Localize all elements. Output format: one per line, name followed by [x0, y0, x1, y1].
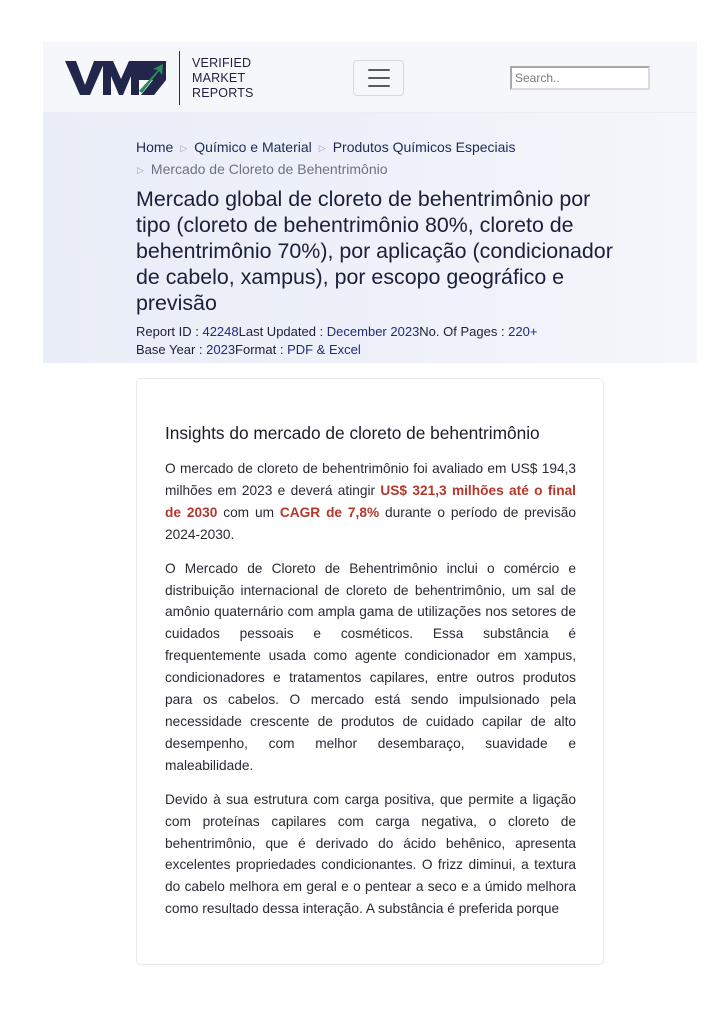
brand-logo[interactable]	[65, 50, 254, 106]
chevron-right-icon: ▷	[180, 143, 188, 153]
search-input[interactable]	[510, 66, 650, 90]
highlight-cagr: CAGR de 7,8%	[279, 504, 380, 520]
report-meta	[136, 323, 616, 359]
logo-line: VERIFIED	[192, 55, 252, 70]
breadcrumb-chemical-material[interactable]: Químico e Material	[194, 139, 312, 155]
vmr-logo-icon	[65, 58, 169, 98]
hamburger-menu-icon	[368, 85, 390, 87]
format-value: PDF & Excel	[287, 342, 361, 357]
logo-line: REPORTS	[192, 85, 254, 100]
last-updated-value: December 2023	[326, 324, 420, 339]
breadcrumb	[136, 137, 606, 181]
report-hero	[43, 113, 697, 363]
insights-body	[165, 458, 576, 932]
insights-heading: Insights do mercado de cloreto de behentrimônio	[165, 423, 540, 443]
highlight-value: US$ 321,3 milhões até o final de 2030	[165, 482, 576, 520]
insights-paragraph: Devido à sua estrutura com carga positiva, que permite a ligação com proteínas capilares com carga negativa, o cloreto de behentrimônio, que é derivado do ácido behênico, apresenta excelentes propriedades condicionantes. O frizz diminui, a textura do cabelo melhora em geral e o pentear a seco e a úmido melhora como resultado dessa interação. A substância é preferida porque	[165, 791, 576, 917]
breadcrumb-specialty-chemicals[interactable]: Produtos Químicos Especiais	[332, 139, 516, 155]
insights-paragraph: O Mercado de Cloreto de Behentrimônio inclui o comércio e distribuição internacional de cloreto de behentrimônio, um sal de amônio quaternário com ampla gama de utilizações nos setores de cuidados pessoais e cosméticos. Essa substância é frequentemente usada como agente condicionador em xampus, condicionadores e tratamentos capilares, entre outros produtos para os cabelos. O mercado está sendo impulsionado pela necessidade crescente de produtos de cuidado capilar de alto desempenho, com melhor desembaraço, suavidade e maleabilidade.	[165, 560, 576, 773]
insights-paragraph	[165, 458, 576, 546]
hamburger-menu-icon	[368, 77, 390, 79]
logo-line: MARKET	[192, 70, 246, 85]
base-year-value: 2023	[206, 342, 236, 357]
logo-divider	[179, 51, 180, 105]
chevron-right-icon: ▷	[137, 165, 144, 175]
breadcrumb-current: Mercado de Cloreto de Behentrimônio	[150, 161, 388, 177]
breadcrumb-home[interactable]: Home	[136, 139, 174, 155]
insights-card	[136, 378, 604, 965]
format-label: Format :	[235, 342, 288, 357]
chevron-right-icon: ▷	[318, 143, 326, 153]
text-run: durante o período de previsão 2024-2030.	[165, 504, 577, 542]
hamburger-menu-button[interactable]	[353, 60, 404, 96]
hamburger-menu-icon	[368, 69, 390, 71]
pages-value: 220+	[508, 324, 538, 339]
site-header	[43, 42, 697, 113]
last-updated-label: Last Updated :	[238, 324, 327, 339]
pages-label: No. Of Pages :	[419, 324, 509, 339]
page-title: Mercado global de cloreto de behentrimônio por tipo (cloreto de behentrimônio 80%, cloreto de behentrimônio 70%), por aplicação (condicionador de cabelo, xampus), por escopo geográfico e previsão	[136, 187, 613, 315]
logo-wordmark	[192, 56, 254, 101]
text-run: com um	[217, 504, 280, 520]
base-year-label: Base Year :	[136, 342, 207, 357]
report-id-value: 42248	[202, 324, 239, 339]
report-id-label: Report ID :	[136, 324, 203, 339]
text-run: O mercado de cloreto de behentrimônio foi avaliado em US$ 194,3 milhões em 2023 e deverá atingir	[165, 461, 576, 498]
